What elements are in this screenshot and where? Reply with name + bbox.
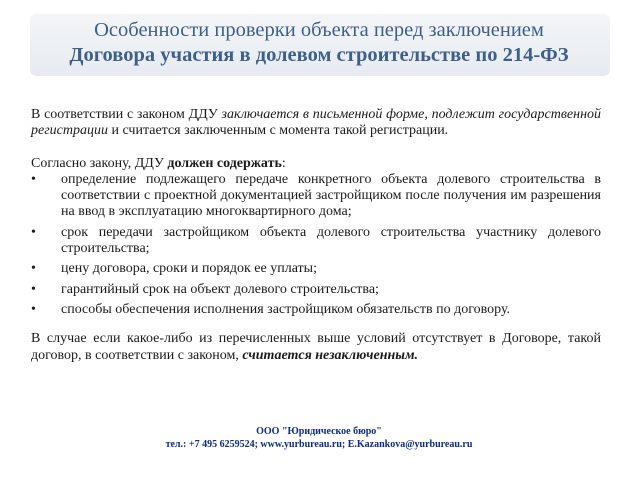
list-item-text: способы обеспечения исполнения застройщиком обязательств по договору. xyxy=(61,301,511,317)
paragraph-conclusion xyxy=(31,331,601,364)
list-item-text: цену договора, сроки и порядок ее уплаты; xyxy=(61,261,317,277)
paragraph-intro xyxy=(31,107,601,140)
list-item-text: гарантийный срок на объект долевого строительства; xyxy=(61,281,379,297)
main-content xyxy=(31,107,601,364)
requirements-list xyxy=(31,172,601,318)
bullet-icon: • xyxy=(31,281,36,297)
bold-emphasis-text: считается незаключенным. xyxy=(242,347,419,363)
footer xyxy=(0,425,638,451)
paragraph-requirements xyxy=(31,156,601,172)
list-item-text: определение подлежащего передаче конкретного объекта долевого строительства в соответствии с проектной документацией застройщиком после получения им разрешения на ввод в эксплуатацию многоквартирного дома; xyxy=(61,171,601,220)
title-line-2: Договора участия в долевом строительстве по 214-ФЗ xyxy=(69,44,569,66)
bullet-icon: • xyxy=(31,261,36,277)
list-item xyxy=(31,302,601,318)
text-run: В случае если какое-либо из перечисленных выше условий отсутствует в Договоре, такой договор, в соответствии с законом, xyxy=(31,331,601,363)
title-line-1: Особенности проверки объекта перед заключением xyxy=(94,19,544,41)
list-item-text: срок передачи застройщиком объекта долевого строительства участнику долевого строительства; xyxy=(61,224,601,257)
footer-company: ООО "Юридическое бюро" xyxy=(256,426,382,437)
text-run: и считается заключенным с момента такой регистрации. xyxy=(108,123,449,139)
list-item xyxy=(31,261,601,277)
emphasis-text: заключается в письменной форме, подлежит государственной регистрации xyxy=(31,107,602,139)
text-run: : xyxy=(281,155,286,171)
bullet-icon: • xyxy=(31,224,36,240)
list-item xyxy=(31,282,601,298)
bullet-icon: • xyxy=(31,171,36,187)
list-item xyxy=(31,225,601,258)
text-run: Согласно закону, ДДУ xyxy=(31,155,168,171)
text-run: В соответствии с законом ДДУ xyxy=(31,107,222,122)
footer-contacts: тел.: +7 495 6259524; www.yurbureau.ru; E.Kazankova@yurbureau.ru xyxy=(165,439,473,450)
bullet-icon: • xyxy=(31,301,36,317)
list-item xyxy=(31,172,601,221)
bold-text: должен содержать xyxy=(167,155,282,171)
page-title xyxy=(0,18,638,68)
